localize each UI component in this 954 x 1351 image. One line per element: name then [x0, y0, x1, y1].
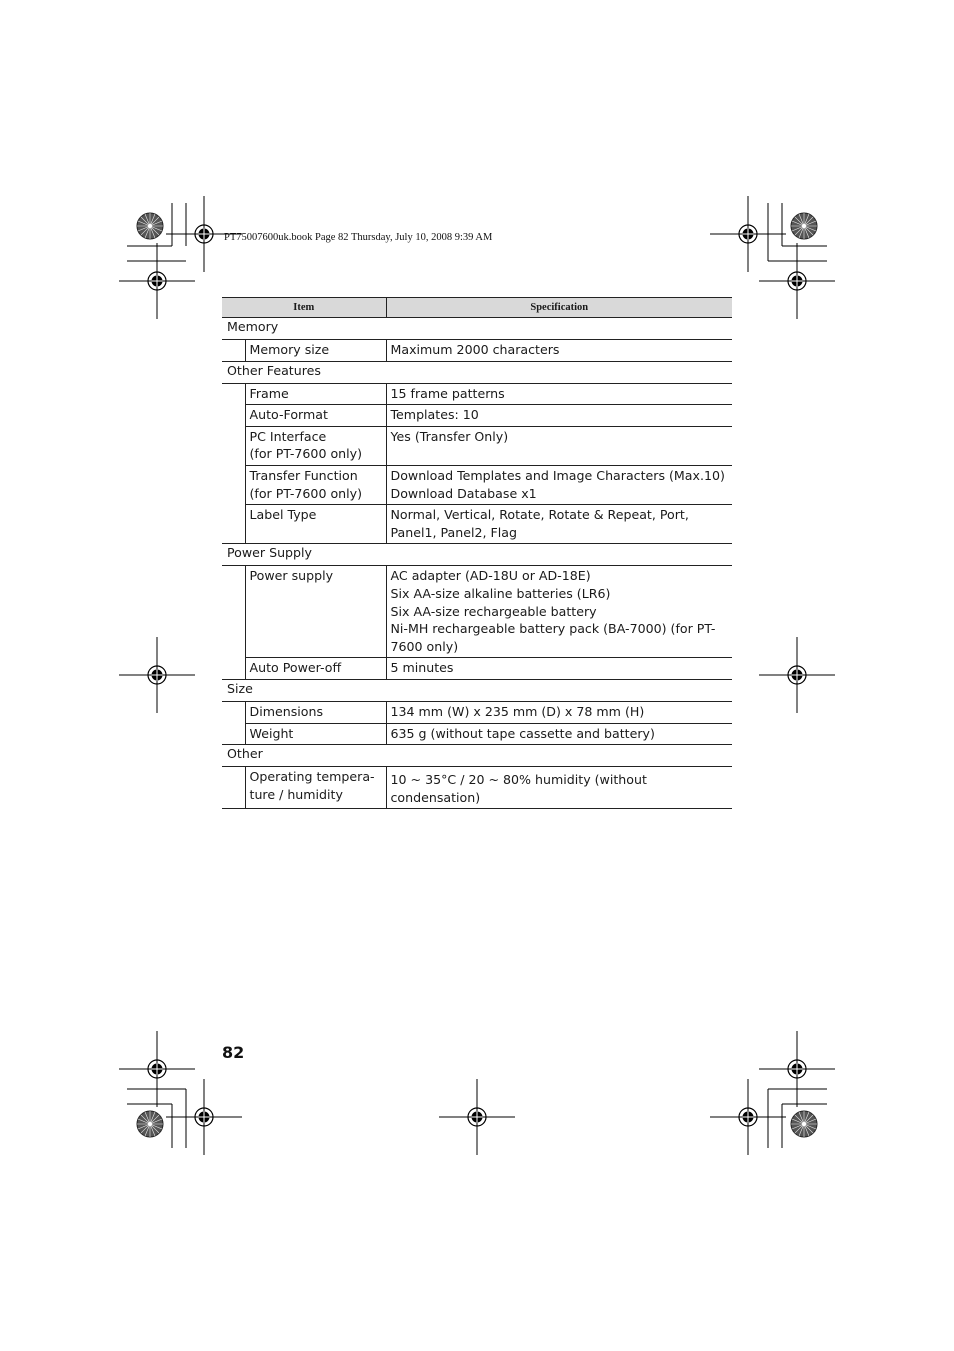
- specification-column-header: Specification: [386, 298, 732, 318]
- item-cell: Memory size: [245, 340, 386, 362]
- item-cell: Auto-Format: [245, 405, 386, 427]
- table-row: [222, 701, 732, 723]
- page-number: 82: [222, 1043, 245, 1062]
- category-row-other: [222, 745, 732, 767]
- bottom-center-marks: [439, 1079, 515, 1155]
- category-label: Memory: [222, 318, 732, 340]
- category-label: Other Features: [222, 361, 732, 383]
- item-cell: Weight: [245, 723, 386, 745]
- table-row: [222, 383, 732, 405]
- spec-cell: 134 mm (W) x 235 mm (D) x 78 mm (H): [386, 701, 732, 723]
- item-cell: Label Type: [245, 505, 386, 544]
- spec-cell: Normal, Vertical, Rotate, Rotate & Repeat, Port, Panel1, Panel2, Flag: [386, 505, 732, 544]
- table-row: [222, 426, 732, 465]
- spec-cell: Download Templates and Image Characters (Max.10) Download Database x1: [386, 465, 732, 504]
- table-row: [222, 658, 732, 680]
- spec-cell: 5 minutes: [386, 658, 732, 680]
- spec-cell: 15 frame patterns: [386, 383, 732, 405]
- spec-cell: Templates: 10: [386, 405, 732, 427]
- table-row: [222, 767, 732, 809]
- spec-cell: AC adapter (AD-18U or AD-18E) Six AA-size alkaline batteries (LR6) Six AA-size rechargeable battery Ni-MH rechargeable battery pack (BA-7000) (for PT- 7600 only): [386, 566, 732, 658]
- category-label: Size: [222, 679, 732, 701]
- spec-cell: Yes (Transfer Only): [386, 426, 732, 465]
- book-header-info: PT75007600uk.book Page 82 Thursday, July 10, 2008 9:39 AM: [224, 232, 493, 243]
- category-row-memory: [222, 318, 732, 340]
- table-row: [222, 505, 732, 544]
- category-label: Power Supply: [222, 544, 732, 566]
- item-cell: Auto Power-off: [245, 658, 386, 680]
- category-row-power-supply: [222, 544, 732, 566]
- table-header-row: [222, 298, 732, 318]
- table-row: [222, 465, 732, 504]
- table-row: [222, 405, 732, 427]
- spec-cell: 10 ~ 35°C / 20 ~ 80% humidity (without condensation): [386, 767, 732, 809]
- table-row: [222, 340, 732, 362]
- item-cell: Dimensions: [245, 701, 386, 723]
- item-cell: Power supply: [245, 566, 386, 658]
- item-column-header: Item: [222, 298, 386, 318]
- spec-cell: 635 g (without tape cassette and battery): [386, 723, 732, 745]
- item-cell: Operating tempera- ture / humidity: [245, 767, 386, 809]
- table-row: [222, 566, 732, 658]
- category-label: Other: [222, 745, 732, 767]
- item-cell: Transfer Function (for PT-7600 only): [245, 465, 386, 504]
- specification-table: [222, 297, 732, 809]
- category-row-other-features: [222, 361, 732, 383]
- item-cell: Frame: [245, 383, 386, 405]
- category-row-size: [222, 679, 732, 701]
- bottom-right-marks: [710, 1031, 835, 1155]
- item-cell: PC Interface (for PT-7600 only): [245, 426, 386, 465]
- table-row: [222, 723, 732, 745]
- spec-cell: Maximum 2000 characters: [386, 340, 732, 362]
